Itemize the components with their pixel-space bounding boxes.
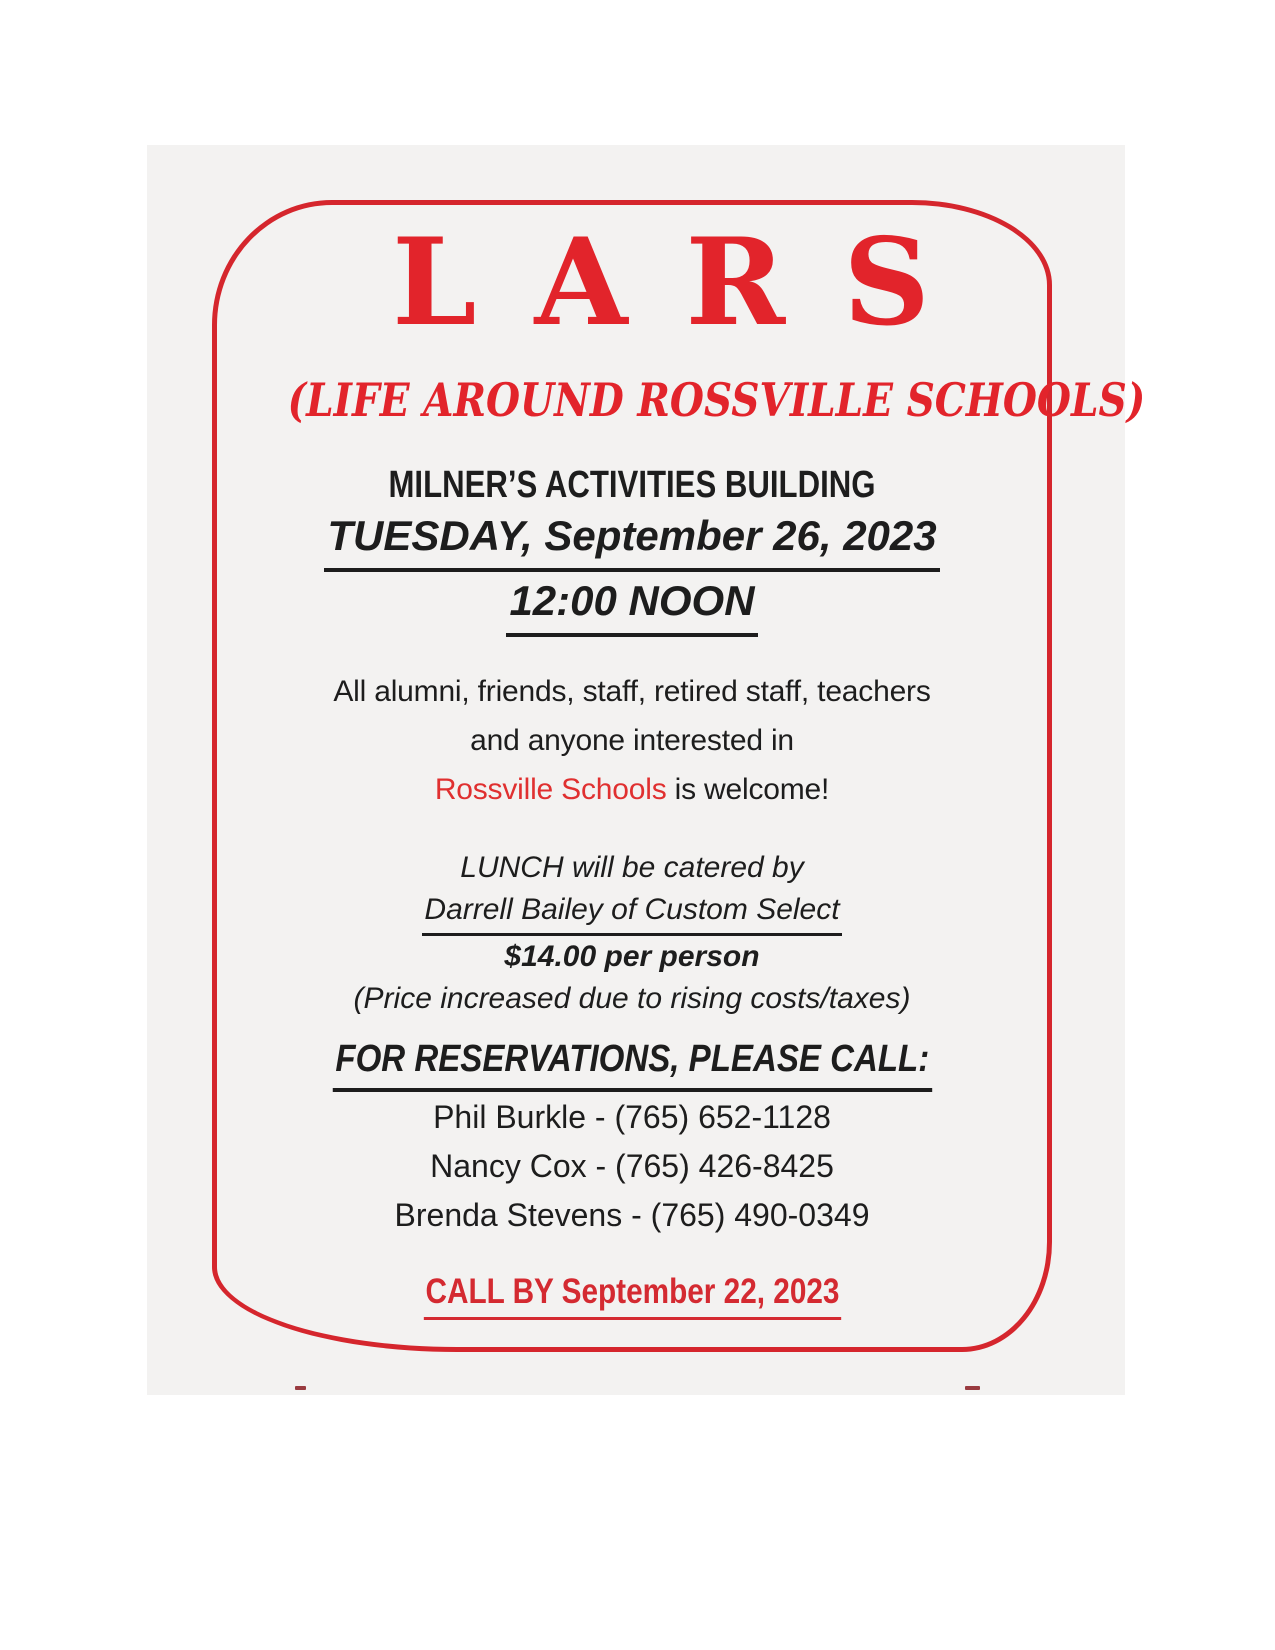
event-date-text: TUESDAY, September 26, 2023 — [324, 509, 939, 572]
lunch-caterer-line — [212, 889, 1052, 936]
flyer-subtitle — [212, 373, 1146, 428]
contact-line: Nancy Cox - (765) 426-8425 — [430, 1148, 834, 1184]
welcome-line-2: and anyone interested in — [470, 724, 794, 757]
lunch-caterer-text: Darrell Bailey of Custom Select — [422, 889, 841, 936]
deadline-squeeze — [423, 1270, 840, 1320]
event-time-text: 12:00 NOON — [506, 574, 757, 637]
event-date-line — [212, 509, 1052, 572]
contact-list — [212, 1093, 1052, 1240]
welcome-line-3 — [212, 765, 1052, 814]
reservations-heading-line — [212, 1036, 1052, 1092]
flyer-scan — [147, 145, 1146, 1395]
venue-text: MILNER’S ACTIVITIES BUILDING — [388, 464, 876, 506]
contact-line: Brenda Stevens - (765) 490-0349 — [394, 1197, 870, 1233]
scan-artifact-mark — [965, 1386, 980, 1390]
welcome-line-1: All alumni, friends, staff, retired staff, teachers — [333, 675, 931, 708]
contact-line: Phil Burkle - (765) 652-1128 — [433, 1099, 831, 1135]
lunch-price-note: (Price increased due to rising costs/taxes) — [353, 982, 911, 1015]
flyer-subtitle-text: (LIFE AROUND ROSSVILLE SCHOOLS) — [287, 373, 1146, 427]
welcome-highlight: Rossville Schools — [434, 773, 667, 806]
lunch-paragraph — [212, 847, 1052, 1020]
scan-artifact-mark — [295, 1386, 306, 1390]
lunch-price: $14.00 per person — [504, 940, 760, 973]
venue-line — [212, 463, 1052, 509]
lunch-line-1: LUNCH will be catered by — [460, 851, 804, 884]
reservations-heading-squeeze — [332, 1036, 931, 1092]
welcome-paragraph — [212, 667, 1052, 814]
deadline-text: CALL BY September 22, 2023 — [423, 1270, 840, 1320]
reservations-heading-text: FOR RESERVATIONS, PLEASE CALL: — [332, 1036, 931, 1092]
welcome-line-3-rest: is welcome! — [666, 773, 830, 806]
deadline-line — [212, 1270, 1052, 1320]
flyer-title: LARS — [392, 212, 988, 353]
event-time-line — [212, 574, 1052, 637]
